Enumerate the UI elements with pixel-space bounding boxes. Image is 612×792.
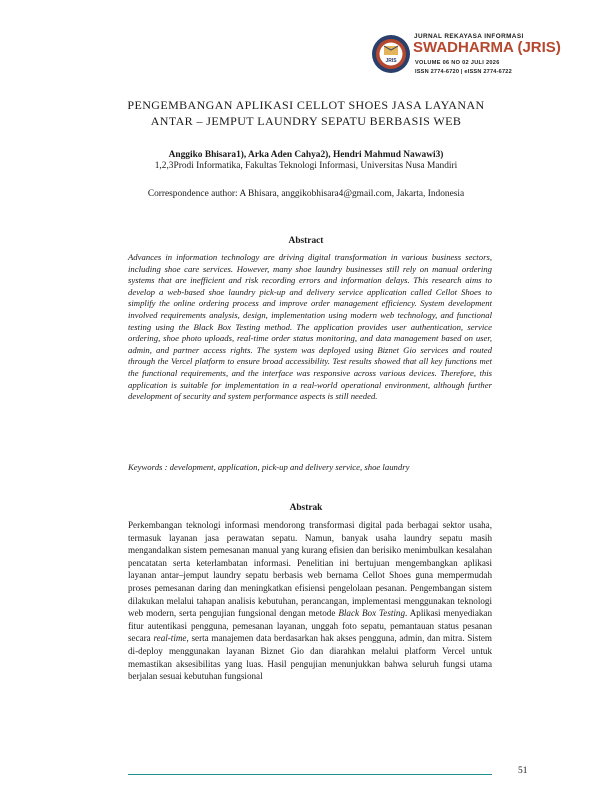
abstrak-text-3: , serta manajemen data berdasarkan hak akses pengguna, admin, dan mitra. Sistem di-deploy menggunakan layanan Biznet Gio dan diarahkan melalui platform Vercel untuk memastikan aksesibilitas yang luas. Hasil pengujian menunjukkan bahwa seluruh fungsi utama berjalan sesuai kebutuhan fungsional — [128, 633, 492, 682]
journal-name-part1: SWADHARMA — [413, 39, 514, 56]
abstrak-heading: Abstrak — [289, 503, 323, 513]
journal-name: SWADHARMA (JRIS) — [413, 39, 561, 56]
paper-title — [80, 97, 532, 129]
abstrak-emphasis-2: real-time — [153, 633, 187, 644]
journal-logo — [371, 34, 411, 74]
journal-name-part2: JRIS — [522, 39, 556, 56]
abstrak-body — [128, 519, 492, 683]
page-number: 51 — [518, 766, 528, 776]
footer-divider — [128, 774, 492, 775]
abstract-body: Advances in information technology are driving digital transformation in various business sectors, including shoe care services. However, many shoe laundry businesses still rely on manual ordering systems that are inefficient and risk recording errors and information delays. This research aims to develop a web-based shoe laundry pick-up and delivery service application called Cellot Shoes to simplify the online ordering process and improve order management efficiency. System development involved requirements analysis, design, implementation using modern web technology, and functional testing using the Black Box Testing method. The application provides user authentication, service ordering, shoe photo uploads, real-time order status monitoring, and data management based on user, admin, and partner access rights. The system was deployed using Biznet Gio services and routed through the Vercel platform to ensure broad accessibility. Test results showed that all key functions met the functional requirements, and the interface was responsive across various devices. Therefore, this application is suitable for implementation in a real-world operational environment, although further development of security and system performance aspects is still needed. — [128, 252, 492, 402]
abstrak-text-2: . Aplikasi menyediakan fitur autentikasi pengguna, pemesanan layanan, unggah foto sepatu, pemantauan status pesanan secara — [128, 608, 492, 644]
paper-title-line1: PENGEMBANGAN APLIKASI CELLOT SHOES JASA LAYANAN — [127, 98, 485, 112]
paper-title-line2: ANTAR – JEMPUT LAUNDRY SEPATU BERBASIS WEB — [150, 114, 462, 128]
journal-issn: ISSN 2774-6720 | eISSN 2774-6722 — [415, 69, 512, 75]
abstrak-emphasis-1: Black Box Testing — [338, 608, 406, 619]
journal-top-line: JURNAL REKAYASA INFORMASI — [414, 33, 524, 40]
keywords: Keywords : development, application, pick-up and delivery service, shoe laundry — [128, 462, 410, 472]
abstract-heading: Abstract — [288, 236, 324, 246]
authors: Anggiko Bhisara1), Arka Aden Cahya2), Hendri Mahmud Nawawi3) — [168, 150, 444, 160]
affiliation: 1,2,3Prodi Informatika, Fakultas Teknologi Informasi, Universitas Nusa Mandiri — [154, 161, 458, 171]
logo-text: JRIS — [385, 58, 397, 64]
abstrak-text-1: Perkembangan teknologi informasi mendorong transformasi digital pada berbagai sektor usaha, termasuk layanan jasa perawatan sepatu. Namun, banyak usaha laundry sepatu masih mengandalkan sistem pemesanan manual yang kurang efisien dan berisiko menimbulkan kesalahan pencatatan serta keterlambatan informasi. Penelitian ini bertujuan mengembangkan aplikasi layanan antar–jemput laundry sepatu berbasis web bernama Cellot Shoes guna mempermudah proses pemesanan daring dan meningkatkan efisiensi pengelolaan pesanan. Pengembangan sistem dilakukan melalui tahapan analisis kebutuhan, perancangan, implementasi menggunakan teknologi web modern, serta pengujian fungsional dengan metode — [128, 520, 492, 619]
journal-volume: VOLUME 06 NO 02 JULI 2026 — [415, 60, 500, 66]
correspondence: Correspondence author: A Bhisara, anggikobhisara4@gmail.com, Jakarta, Indonesia — [147, 189, 465, 199]
